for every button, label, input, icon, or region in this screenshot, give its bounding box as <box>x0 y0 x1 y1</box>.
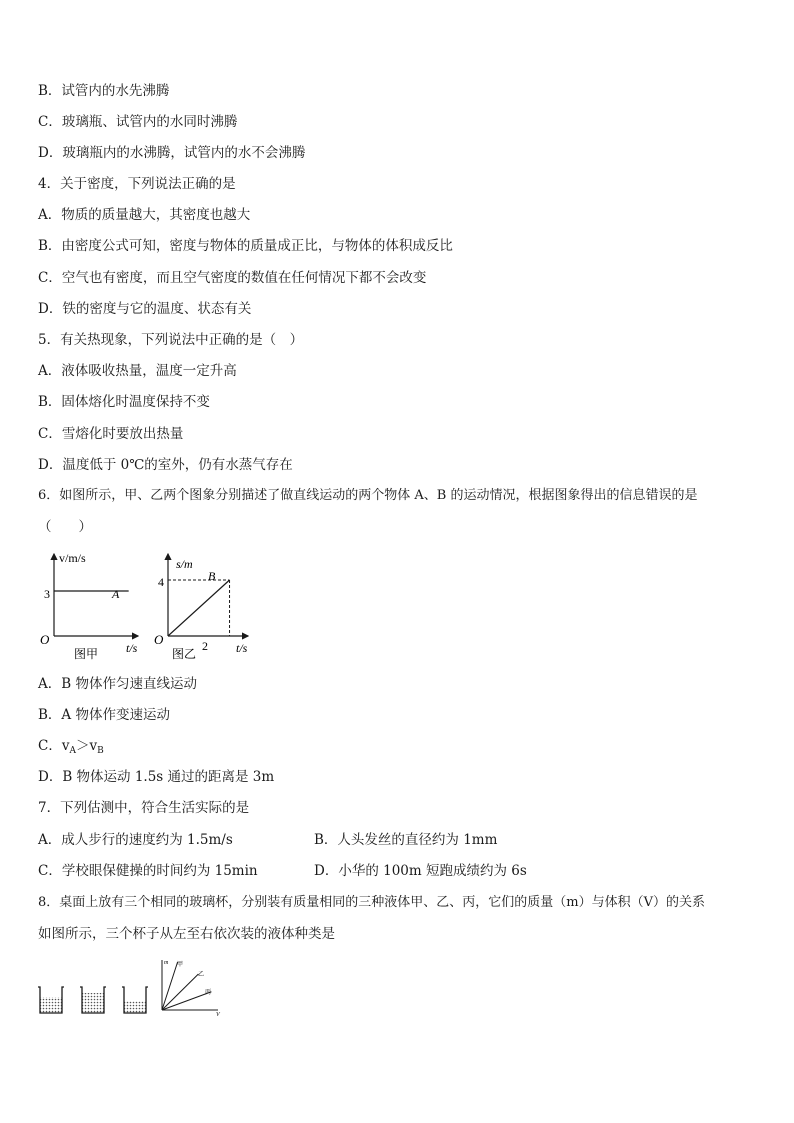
q4-option-d: D．铁的密度与它的温度、状态有关 <box>38 301 252 317</box>
yi-x-tick: 2 <box>202 639 208 653</box>
q4-stem: 4．关于密度，下列说法正确的是 <box>38 176 236 192</box>
q4-option-c: C．空气也有密度，而且空气密度的数值在任何情况下都不会改变 <box>38 270 427 286</box>
q6-option-c-prefix: C．v <box>38 738 70 754</box>
yi-ylabel: s/m <box>176 557 193 571</box>
q7-option-d: D．小华的 100m 短跑成绩约为 6s <box>314 863 527 879</box>
q6-stem-paren: （ ） <box>38 519 92 535</box>
glasses-figure <box>36 983 154 1017</box>
jia-line-label: A <box>112 587 120 601</box>
q4-option-b: B．由密度公式可知，密度与物体的质量成正比，与物体的体积成反比 <box>38 238 453 254</box>
q6-option-b: B．A 物体作变速运动 <box>38 707 170 723</box>
glass-left <box>38 987 64 1013</box>
q6-option-c-sub-a: A <box>69 746 76 756</box>
q6-option-c-mid: ＞v <box>75 738 98 754</box>
jia-ylabel: v/m/s <box>59 551 86 565</box>
jia-y-tick: 3 <box>44 587 50 601</box>
q7-option-b: B．人头发丝的直径约为 1mm <box>314 832 498 848</box>
q3-option-c: C．玻璃瓶、试管内的水同时沸腾 <box>38 114 238 130</box>
yi-line-b <box>168 580 230 636</box>
yi-origin: O <box>154 632 164 647</box>
glass-right <box>122 987 148 1013</box>
q5-option-a: A．液体吸收热量，温度一定升高 <box>38 363 237 379</box>
jia-xlabel: t/s <box>126 641 138 655</box>
mv-label-yi: 乙 <box>198 972 205 978</box>
mv-label-bing: 丙 <box>205 990 212 996</box>
q3-option-d: D．玻璃瓶内的水沸腾，试管内的水不会沸腾 <box>38 145 306 161</box>
jia-caption: 图甲 <box>74 647 99 661</box>
q5-option-c: C．雪熔化时要放出热量 <box>38 426 184 442</box>
glass-middle <box>80 987 106 1013</box>
q5-option-d: D．温度低于 0℃的室外，仍有水蒸气存在 <box>38 457 293 473</box>
yi-y-tick: 4 <box>158 575 164 589</box>
jia-origin: O <box>40 632 50 647</box>
q7-stem: 7．下列估测中，符合生活实际的是 <box>38 800 250 816</box>
q8-stem: 8．桌面上放有三个相同的玻璃杯，分别装有质量相同的三种液体甲、乙、丙，它们的质量（m）与体积（V）的关系 <box>38 895 705 910</box>
mv-label-jia: 甲 <box>177 962 184 968</box>
figure-yi <box>150 546 256 664</box>
q3-option-b: B．试管内的水先沸腾 <box>38 83 170 99</box>
q5-option-b: B．固体熔化时温度保持不变 <box>38 394 210 410</box>
q6-option-c-sub-b: B <box>97 746 104 756</box>
q8-stem-line2: 如图所示，三个杯子从左至右依次装的液体种类是 <box>38 926 335 942</box>
q6-option-a: A．B 物体作匀速直线运动 <box>38 676 197 692</box>
yi-point-label: B <box>208 569 216 583</box>
mv-xlabel: V <box>216 1012 220 1018</box>
q6-option-d: D．B 物体运动 1.5s 通过的距离是 3m <box>38 769 275 785</box>
q7-option-c: C．学校眼保健操的时间约为 15min <box>38 863 258 879</box>
q6-option-c <box>38 737 104 760</box>
mass-volume-graph <box>158 956 224 1018</box>
q6-stem: 6．如图所示，甲、乙两个图象分别描述了做直线运动的两个物体 A、B 的运动情况，根据图象得出的信息错误的是 <box>38 488 698 503</box>
figure-jia <box>38 546 148 664</box>
q5-stem: 5．有关热现象，下列说法中正确的是（ ） <box>38 332 304 348</box>
yi-xlabel: t/s <box>236 641 248 655</box>
mv-ylabel: m <box>164 960 169 966</box>
q4-option-a: A．物质的质量越大，其密度也越大 <box>38 207 251 223</box>
mv-line-bing <box>162 992 211 1010</box>
yi-caption: 图乙 <box>172 647 197 661</box>
q7-option-a: A．成人步行的速度约为 1.5m/s <box>38 832 233 848</box>
